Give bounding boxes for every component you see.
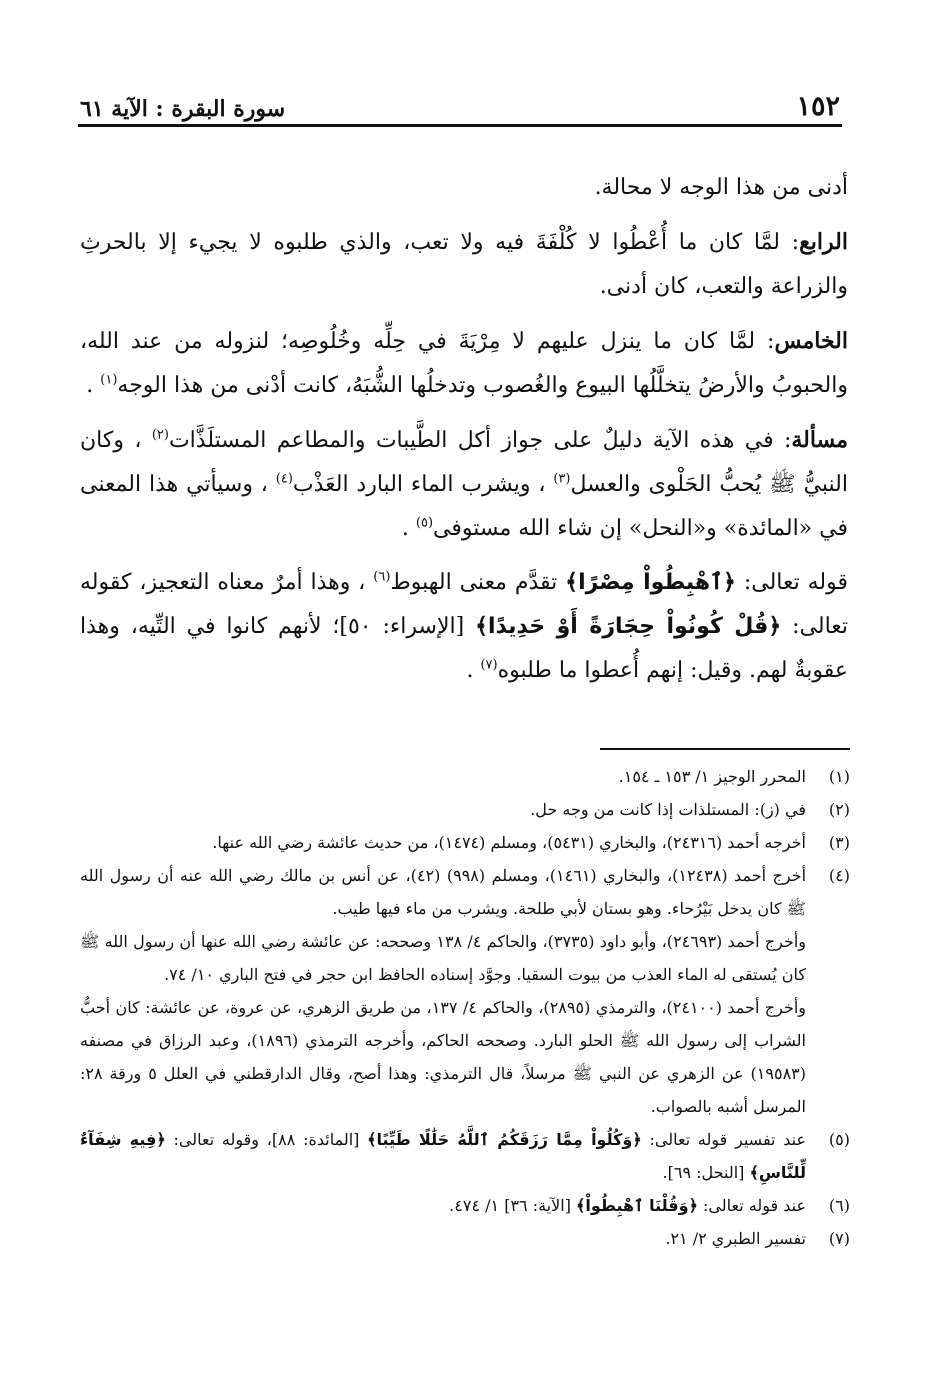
- footnote-number: (٦): [828, 1196, 850, 1215]
- quran-quote: ﴿وَقُلْنَا ٱهْبِطُواْ﴾: [576, 1196, 698, 1215]
- paragraph-heading: مسألة: [791, 427, 848, 453]
- paragraph-heading: الرابع: [799, 229, 848, 255]
- footnote-ref-7[interactable]: (٧): [480, 657, 498, 673]
- footnote-ref-4[interactable]: (٤): [275, 471, 293, 487]
- quran-quote: ﴿ٱهْبِطُواْ مِصْرًا﴾: [565, 570, 736, 595]
- paragraph-verse-comment: قوله تعالى: ﴿ٱهْبِطُواْ مِصْرًا﴾ تقدَّم معنى الهبوط$^{(٦)}$ ، وهذا أمرٌ معناه التعجيز، كقوله تعالى: ﴿قُلْ كُونُواْ حِجَارَةً أَوْ حَدِيدًا﴾ [الإسراء: ٥٠]؛ لأنهم كانوا في التِّيه، وهذا عقوبةٌ لهم. وقيل: إنهم أُعطوا ما طلبوه$^{(٧)}$ .: [80, 569, 849, 683]
- footnote-number: (٣): [828, 833, 850, 852]
- paragraph-issue: مسألة: في هذه الآية دليلٌ على جواز أكل الطَّيبات والمطاعم المستلَذَّات$^{(٢)}$ ، وكان النبيُّ ﷺ يُحبُّ الحَلْوى والعسل$^{(٣)}$ ، ويشرب الماء البارد العَذْب$^{(٤)}$ ، وسيأتي هذا المعنى في «المائدة» و«النحل» إن شاء الله مستوفى$^{(٥)}$ .: [80, 427, 849, 541]
- running-title: سورة البقرة : الآية ٦١: [80, 96, 286, 122]
- footnote-6: (٦) عند قوله تعالى: ﴿وَقُلْنَا ٱهْبِطُواْ﴾ [الآية: ٣٦] ١/ ٤٧٤.: [80, 1189, 850, 1222]
- footnote-number: (٤): [828, 866, 850, 885]
- footnote-ref-6[interactable]: (٦): [373, 569, 391, 585]
- quran-quote: ﴿قُلْ كُونُواْ حِجَارَةً أَوْ حَدِيدًا﴾: [475, 614, 782, 639]
- footnote-ref-5[interactable]: (٥): [415, 515, 434, 531]
- main-text: [80, 166, 848, 703]
- footnote-number: (٢): [828, 800, 850, 819]
- footnote-3: (٣) أخرجه أحمد (٢٤٣١٦)، والبخاري (٥٤٣١)، ومسلم (١٤٧٤)، من حديث عائشة رضي الله عنها.: [80, 826, 850, 859]
- footnote-4: (٤) أخرج أحمد (١٢٤٣٨)، والبخاري (١٤٦١)، ومسلم (٩٩٨) (٤٢)، عن أنس بن مالك رضي الله عنه أن رسول الله ﷺ كان يدخل بَيْرُحاء. وهو بستان لأبي طلحة. ويشرب من ماء فيها طيب. وأخرج أحمد (٢٤٦٩٣)، وأبو داود (٣٧٣٥)، والحاكم ٤/ ١٣٨ وصححه: عن عائشة رضي الله عنها أن رسول الله ﷺ كان يُستقى له الماء العذب من بيوت السقيا. وجوَّد إسناده الحافظ ابن حجر في فتح الباري ١٠/ ٧٤. وأخرج أحمد (٢٤١٠٠)، والترمذي (٢٨٩٥)، والحاكم ٤/ ١٣٧، من طريق الزهري، عن عروة، عن عائشة: كان أحبُّ الشراب إلى رسول الله ﷺ الحلو البارد. وصححه الحاكم، وأخرجه الترمذي (١٨٩٦)، وعبد الرزاق في مصنفه (١٩٥٨٣) عن الزهري عن النبي ﷺ مرسلاً، قال الترمذي: وهذا أصح، وقال الدارقطني في العلل ٥ ورقة ٢٨: المرسل أشبه بالصواب.: [80, 859, 850, 1123]
- footnote-number: (٥): [828, 1130, 850, 1149]
- paragraph-continuation: أدنى من هذا الوجه لا محالة.: [594, 175, 848, 200]
- footnote-ref-1[interactable]: (١): [100, 372, 118, 388]
- quran-quote: ﴿فِيهِ شِفَآءٌ لِّلنَّاسِ﴾: [80, 1130, 806, 1182]
- header-rule: [78, 124, 842, 127]
- footnote-number: (٧): [828, 1229, 850, 1248]
- footnote-2: (٢) في (ز): المستلذات إذا كانت من وجه حل.: [80, 793, 850, 826]
- footnote-ref-3[interactable]: (٣): [553, 471, 571, 487]
- footnote-1: (١) المحرر الوجيز ١/ ١٥٣ ـ ١٥٤.: [80, 760, 850, 793]
- footnote-ref-2[interactable]: (٢): [151, 427, 169, 443]
- quran-quote: ﴿وَكُلُواْ مِمَّا رَزَقَكُمُ ٱللَّهُ حَلَٰلًا طَيِّبًا﴾: [367, 1130, 642, 1149]
- paragraph-heading: الخامس: [774, 328, 848, 354]
- footnotes: [80, 760, 850, 1255]
- footnote-number: (١): [828, 767, 850, 786]
- paragraph-fifth: الخامس: لمَّا كان ما ينزل عليهم لا مِرْيَةَ في حِلِّه وخُلُوصِه؛ لنزوله من عند الله، والحبوبُ والأرضُ يتخلَّلُها البيوع والغُصوب وتدخلُها الشُّبَهُ، كانت أدْنى من هذا الوجه$^{(١)}$ .: [80, 328, 848, 398]
- paragraph-fourth: الرابع: لمَّا كان ما أُعْطُوا لا كُلْفَةَ فيه ولا تعب، والذي طلبوه لا يجيء إلا بالحرثِ والزراعة والتعب، كان أدنى.: [80, 229, 848, 299]
- footnote-separator: [600, 748, 850, 750]
- footnote-7: (٧) تفسير الطبري ٢/ ٢١.: [80, 1222, 850, 1255]
- page-number: ١٥٢: [796, 91, 840, 122]
- footnote-5: (٥) عند تفسير قوله تعالى: ﴿وَكُلُواْ مِمَّا رَزَقَكُمُ ٱللَّهُ حَلَٰلًا طَيِّبًا﴾ [المائدة: ٨٨]، وقوله تعالى: ﴿فِيهِ شِفَآءٌ لِّلنَّاسِ﴾ [النحل: ٦٩].: [80, 1123, 850, 1189]
- page-header: [80, 86, 840, 120]
